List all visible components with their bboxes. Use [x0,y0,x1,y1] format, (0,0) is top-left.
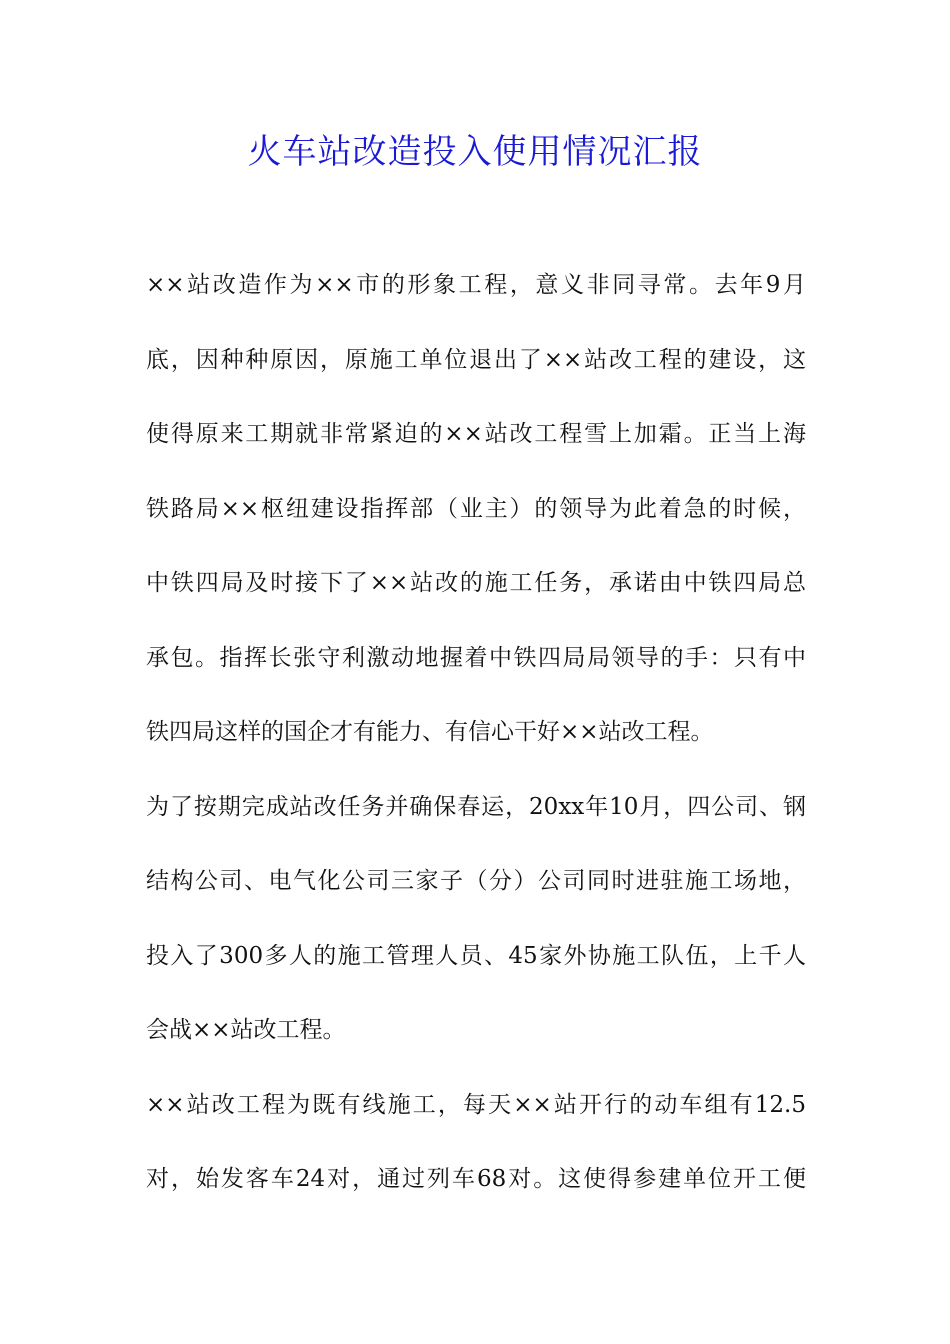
paragraph-line: 投入了300多人的施工管理人员、45家外协施工队伍，上千人 [146,942,806,969]
paragraph-3 [146,1082,806,1203]
paragraph-line: 结构公司、电气化公司三家子（分）公司同时进驻施工场地， [146,868,806,894]
paragraph-line: 对，始发客车24对，通过列车68对。这使得参建单位开工便 [146,1166,806,1192]
paragraph-line: 会战××站改工程。 [146,1017,346,1043]
paragraph-line: 承包。指挥长张守利激动地握着中铁四局局领导的手：只有中 [146,644,806,671]
paragraph-2 [146,784,806,1054]
paragraph-line: 铁路局××枢纽建设指挥部（业主）的领导为此着急的时候， [146,495,806,522]
paragraph-line: ××站改造作为××市的形象工程，意义非同寻常。去年9月 [146,272,806,298]
paragraph-line: 铁四局这样的国企才有能力、有信心干好××站改工程。 [146,719,714,745]
paragraph-line: 使得原来工期就非常紧迫的××站改工程雪上加霜。正当上海 [146,421,806,447]
document-title: 火车站改造投入使用情况汇报 [247,132,703,172]
paragraph-line: 中铁四局及时接下了××站改的施工任务，承诺由中铁四局总 [146,570,806,596]
paragraph-line: 底，因种种原因，原施工单位退出了××站改工程的建设，这 [146,346,806,373]
document-body [146,262,806,1231]
paragraph-line: 为了按期完成站改任务并确保春运，20xx年10月，四公司、钢 [146,793,806,820]
paragraph-1 [146,262,806,755]
paragraph-line: ××站改工程为既有线施工，每天××站开行的动车组有12.5 [146,1091,806,1118]
